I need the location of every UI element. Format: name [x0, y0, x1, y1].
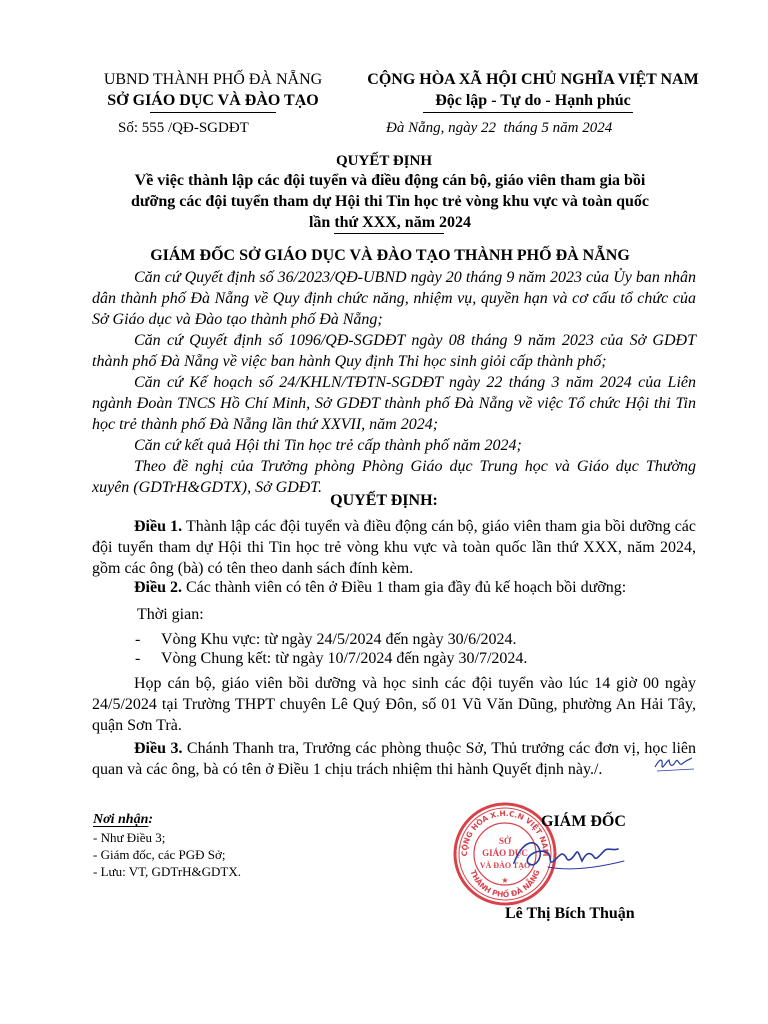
article-3 — [92, 738, 696, 780]
issuing-authority: GIÁM ĐỐC SỞ GIÁO DỤC VÀ ĐÀO TẠO THÀNH PHỐ ĐÀ NẴNG — [150, 247, 630, 264]
time-label: Thời gian: — [137, 606, 204, 623]
national-motto: Độc lập - Tự do - Hạnh phúc — [435, 92, 631, 109]
preamble-item: Căn cứ kết quả Hội thi Tin học trẻ cấp thành phố năm 2024; — [134, 437, 522, 454]
article-2-text: Các thành viên có tên ở Điều 1 tham gia đầy đủ kế hoạch bồi dưỡng: — [182, 579, 627, 596]
subject-line-1: Về việc thành lập các đội tuyển và điều động cán bộ, giáo viên tham gia bồi — [134, 172, 646, 189]
issuer-department: SỞ GIÁO DỤC VÀ ĐÀO TẠO — [107, 92, 319, 109]
decision-subject — [90, 170, 690, 233]
signer-title: GIÁM ĐỐC — [541, 813, 626, 830]
header-left-underline — [150, 112, 276, 113]
seal-center-line-2: GIÁO DỤC — [482, 848, 528, 858]
subject-line-3: lần thứ XXX, năm 2024 — [308, 214, 472, 231]
preamble-item: Căn cứ Quyết định số 1096/QĐ-SGDĐT ngày 08 tháng 9 năm 2023 của Sở GDĐT thành phố Đà Nẵng về việc ban hành Quy định Thi học sinh giỏi cấp thành phố; — [92, 332, 696, 370]
decision-heading: QUYẾT ĐỊNH — [336, 153, 432, 169]
recipients-label — [93, 811, 241, 829]
recipient-item: - Như Điều 3; — [93, 830, 166, 845]
signer-name: Lê Thị Bích Thuận — [505, 905, 635, 922]
number-value: 555 — [141, 120, 165, 136]
meeting-paragraph: Họp cán bộ, giáo viên bồi dưỡng và học sinh các đội tuyển vào lúc 14 giờ 00 ngày 24/5/2024 tại Trường THPT chuyên Lê Quý Đôn, số 01 Vũ Văn Dũng, phường An Hải Tây, quận Sơn Trà. — [92, 675, 696, 734]
recipient-item: - Giám đốc, các PGĐ Sở; — [93, 847, 226, 862]
document-date: Đà Nẵng, ngày 22 tháng 5 năm 2024 — [386, 120, 613, 136]
preamble — [92, 267, 696, 498]
national-title: CỘNG HÒA XÃ HỘI CHỦ NGHĨA VIỆT NAM — [367, 71, 699, 88]
recipient-item: - Lưu: VT, GDTrH&GDTX. — [93, 864, 242, 879]
seal-top-text: CỘNG HÒA X.H.C.N VIỆT NAM — [459, 808, 551, 857]
seal-center-line-3: VÀ ĐÀO TẠO — [479, 861, 531, 870]
schedule-text: Vòng Khu vực: từ ngày 24/5/2024 đến ngày 30/6/2024. — [161, 631, 517, 648]
recipients-label-colon: : — [148, 812, 154, 827]
article-2-label: Điều 2. — [134, 579, 182, 596]
number-prefix: Số: — [118, 120, 139, 136]
seal-star-icon: ★ — [501, 876, 509, 885]
seal-center-line-1: SỞ — [498, 836, 512, 846]
decision-section-heading: QUYẾT ĐỊNH: — [330, 492, 438, 509]
preamble-item: Căn cứ Kế hoạch số 24/KHLN/TĐTN-SGDĐT ngày 22 tháng 3 năm 2024 của Liên ngành Đoàn TNCS Hồ Chí Minh, Sở GDĐT thành phố Đà Nẵng về việc Tổ chức Hội thi Tin học trẻ thành phố Đà Nẵng lần thứ XXVII, năm 2024; — [92, 374, 696, 433]
handwritten-signature — [508, 833, 632, 875]
article-3-text: Chánh Thanh tra, Trưởng các phòng thuộc Sở, Thủ trưởng các đơn vị, học liên quan và các ông, bà có tên ở Điều 1 chịu trách nhiệm thi hành Quyết định này./. — [92, 740, 696, 778]
preamble-item: Theo đề nghị của Trưởng phòng Phòng Giáo dục Trung học và Giáo dục Thường xuyên (GDTrH&GDTX), Sở GDĐT. — [92, 458, 696, 496]
document-number — [118, 118, 249, 138]
subject-line-2: dưỡng các đội tuyển tham dự Hội thi Tin học trẻ vòng khu vực và toàn quốc — [130, 193, 650, 210]
initial-mark — [652, 752, 698, 774]
header-left-block — [70, 69, 356, 111]
preamble-item: Căn cứ Quyết định số 36/2023/QĐ-UBND ngày 20 tháng 9 năm 2023 của Ủy ban nhân dân thành phố Đà Nẵng về Quy định chức năng, nhiệm vụ, quyền hạn và cơ cấu tổ chức của Sở Giáo dục và Đào tạo thành phố Đà Nẵng; — [92, 269, 696, 328]
schedule-item: - Vòng Khu vực: từ ngày 24/5/2024 đến ngày 30/6/2024. — [135, 631, 517, 648]
subject-underline — [334, 233, 444, 234]
article-1-text: Thành lập các đội tuyển và điều động cán bộ, giáo viên tham gia bồi dưỡng các đội tuyển tham dự Hội thi Tin học trẻ vòng khu vực và toàn quốc lần thứ XXX, năm 2024, gồm các ông (bà) có tên theo danh sách đính kèm. — [92, 518, 697, 577]
recipients-label-text: Nơi nhận — [93, 812, 149, 827]
number-suffix: /QĐ-SGDĐT — [168, 120, 249, 136]
schedule-text: Vòng Chung kết: từ ngày 10/7/2024 đến ngày 30/7/2024. — [161, 650, 528, 667]
article-2 — [92, 577, 712, 598]
article-1 — [92, 516, 696, 579]
article-1-label: Điều 1. — [134, 518, 183, 535]
schedule-item: - Vòng Chung kết: từ ngày 10/7/2024 đến ngày 30/7/2024. — [135, 650, 528, 667]
header-right-block — [352, 69, 714, 111]
seal-bottom-text: THÀNH PHỐ ĐÀ NẴNG — [468, 868, 542, 900]
header-right-underline — [423, 112, 633, 113]
article-3-label: Điều 3. — [134, 740, 183, 757]
recipients-block — [93, 811, 241, 880]
issuer-city: UBND THÀNH PHỐ ĐÀ NẴNG — [103, 71, 323, 88]
